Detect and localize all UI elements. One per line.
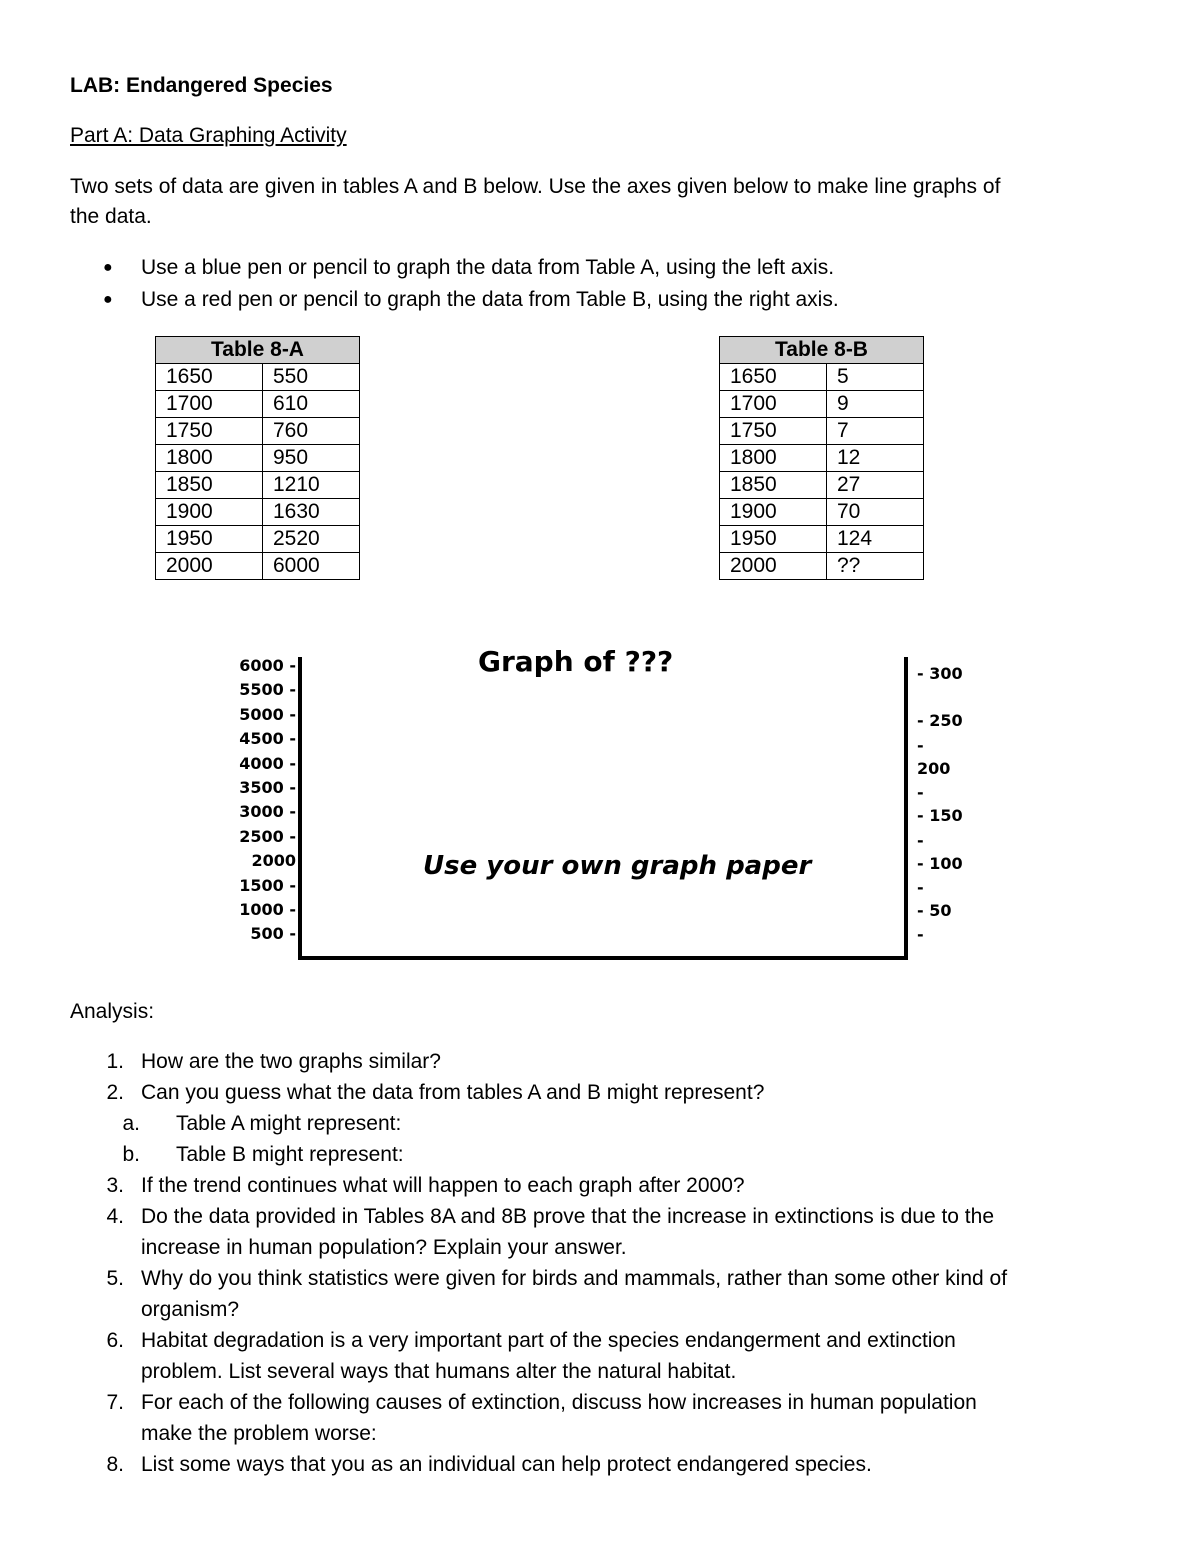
left-tick-label: 1000 - (239, 900, 296, 919)
table-row (156, 526, 360, 553)
question-number: 8. (106, 1453, 124, 1476)
year-cell: 2000 (720, 553, 827, 580)
question-number: 7. (106, 1391, 124, 1414)
right-tick-label: - 100 (917, 854, 963, 873)
table-row (156, 553, 360, 580)
year-cell: 1950 (720, 526, 827, 553)
value-cell: 70 (827, 499, 924, 526)
year-cell: 1900 (720, 499, 827, 526)
value-cell: 12 (827, 445, 924, 472)
table-row (720, 364, 924, 391)
year-cell: 1800 (720, 445, 827, 472)
table-title: Table 8-A (156, 337, 360, 364)
right-tick-label: - (917, 878, 924, 897)
question-number: 2. (106, 1081, 124, 1104)
table-row (720, 499, 924, 526)
value-cell: 550 (263, 364, 360, 391)
table-row (720, 445, 924, 472)
value-cell: 950 (263, 445, 360, 472)
question-text: List some ways that you as an individual can help protect endangered species. (141, 1453, 872, 1476)
left-tick-label: 4500 - (239, 729, 296, 749)
value-cell: 9 (827, 391, 924, 418)
question-text: For each of the following causes of extinction, discuss how increases in human population (141, 1391, 977, 1414)
value-cell: 6000 (263, 553, 360, 580)
year-cell: 1750 (156, 418, 263, 445)
graph-bottom-axis (298, 956, 908, 960)
left-tick-label: 4000 - (239, 753, 296, 773)
value-cell: 27 (827, 472, 924, 499)
question-text: Habitat degradation is a very important part of the species endangerment and extinction (141, 1329, 956, 1352)
right-tick-label: - (917, 783, 924, 802)
graph-title: Graph of ??? (478, 645, 674, 678)
left-tick-label: 500 - (250, 924, 296, 944)
question-text: Table A might represent: (176, 1112, 402, 1135)
table-row (156, 499, 360, 526)
value-cell: ?? (827, 553, 924, 580)
left-tick-label: 2500 - (239, 826, 296, 846)
table-8b (719, 336, 924, 580)
question-text: How are the two graphs similar? (141, 1050, 441, 1073)
value-cell: 1630 (263, 499, 360, 526)
year-cell: 1650 (720, 364, 827, 391)
right-tick-label: - 150 (917, 806, 963, 825)
year-cell: 1750 (720, 418, 827, 445)
left-tick-label: 2000 (251, 851, 296, 871)
graph-note: Use your own graph paper (423, 851, 812, 881)
left-tick-label: 3500 - (239, 778, 296, 797)
page-title: LAB: Endangered Species (70, 74, 333, 97)
question-number: 1. (106, 1050, 124, 1073)
right-tick-label: - (917, 925, 924, 944)
table-title: Table 8-B (720, 337, 924, 364)
question-text: make the problem worse: (141, 1422, 377, 1445)
question-text: Do the data provided in Tables 8A and 8B prove that the increase in extinctions is due to the (141, 1205, 995, 1228)
right-tick-label: - 50 (917, 901, 952, 920)
value-cell: 610 (263, 391, 360, 418)
bullet-text: Use a blue pen or pencil to graph the data from Table A, using the left axis. (141, 256, 835, 279)
graph-right-axis (904, 657, 908, 960)
right-tick-label: - 250 (917, 711, 963, 730)
right-tick-label: - (917, 831, 924, 850)
value-cell: 1210 (263, 472, 360, 499)
table-row (156, 364, 360, 391)
right-tick-label: - 300 (917, 664, 963, 683)
bullet-icon: ● (103, 259, 113, 276)
question-text: problem. List several ways that humans alter the natural habitat. (141, 1360, 737, 1383)
year-cell: 1700 (720, 391, 827, 418)
table-row (720, 526, 924, 553)
table-row (156, 445, 360, 472)
value-cell: 7 (827, 418, 924, 445)
bullet-text: Use a red pen or pencil to graph the data from Table B, using the right axis. (141, 288, 839, 311)
bullet-icon: ● (103, 291, 113, 308)
table-row (720, 553, 924, 580)
question-number: 5. (106, 1267, 124, 1290)
right-tick-label: - (917, 736, 924, 755)
question-text: Can you guess what the data from tables A and B might represent? (141, 1081, 765, 1104)
right-tick-label: 200 (917, 759, 951, 778)
year-cell: 1950 (156, 526, 263, 553)
value-cell: 2520 (263, 526, 360, 553)
analysis-heading: Analysis: (70, 1000, 155, 1023)
table-8a (155, 336, 360, 580)
question-number: a. (122, 1112, 140, 1135)
year-cell: 2000 (156, 553, 263, 580)
graph-left-axis (298, 657, 302, 960)
intro-paragraph (70, 172, 1140, 232)
question-text: If the trend continues what will happen to each graph after 2000? (141, 1174, 745, 1197)
year-cell: 1850 (156, 472, 263, 499)
intro-line: the data. (70, 205, 152, 228)
section-heading-part-a: Part A: Data Graphing Activity (70, 124, 347, 147)
value-cell: 760 (263, 418, 360, 445)
value-cell: 124 (827, 526, 924, 553)
year-cell: 1700 (156, 391, 263, 418)
question-number: 4. (106, 1205, 124, 1228)
question-number: 6. (106, 1329, 124, 1352)
value-cell: 5 (827, 364, 924, 391)
left-tick-label: 5500 - (239, 680, 296, 700)
intro-line: Two sets of data are given in tables A and B below. Use the axes given below to make line graphs of (70, 175, 1001, 198)
table-row (156, 472, 360, 499)
table-row (720, 391, 924, 418)
year-cell: 1800 (156, 445, 263, 472)
question-text: Table B might represent: (176, 1143, 404, 1166)
question-text: increase in human population? Explain your answer. (141, 1236, 627, 1259)
table-row (720, 472, 924, 499)
question-number: b. (122, 1143, 140, 1166)
left-tick-label: 1500 - (239, 875, 296, 895)
table-row (720, 418, 924, 445)
year-cell: 1650 (156, 364, 263, 391)
year-cell: 1900 (156, 499, 263, 526)
year-cell: 1850 (720, 472, 827, 499)
left-tick-label: 6000 - (239, 656, 296, 675)
table-row (156, 391, 360, 418)
question-number: 3. (106, 1174, 124, 1197)
left-tick-label: 5000 - (239, 704, 296, 724)
question-text: organism? (141, 1298, 240, 1321)
table-row (156, 418, 360, 445)
question-text: Why do you think statistics were given for birds and mammals, rather than some other kind of (141, 1267, 1008, 1290)
left-tick-label: 3000 - (239, 802, 296, 822)
